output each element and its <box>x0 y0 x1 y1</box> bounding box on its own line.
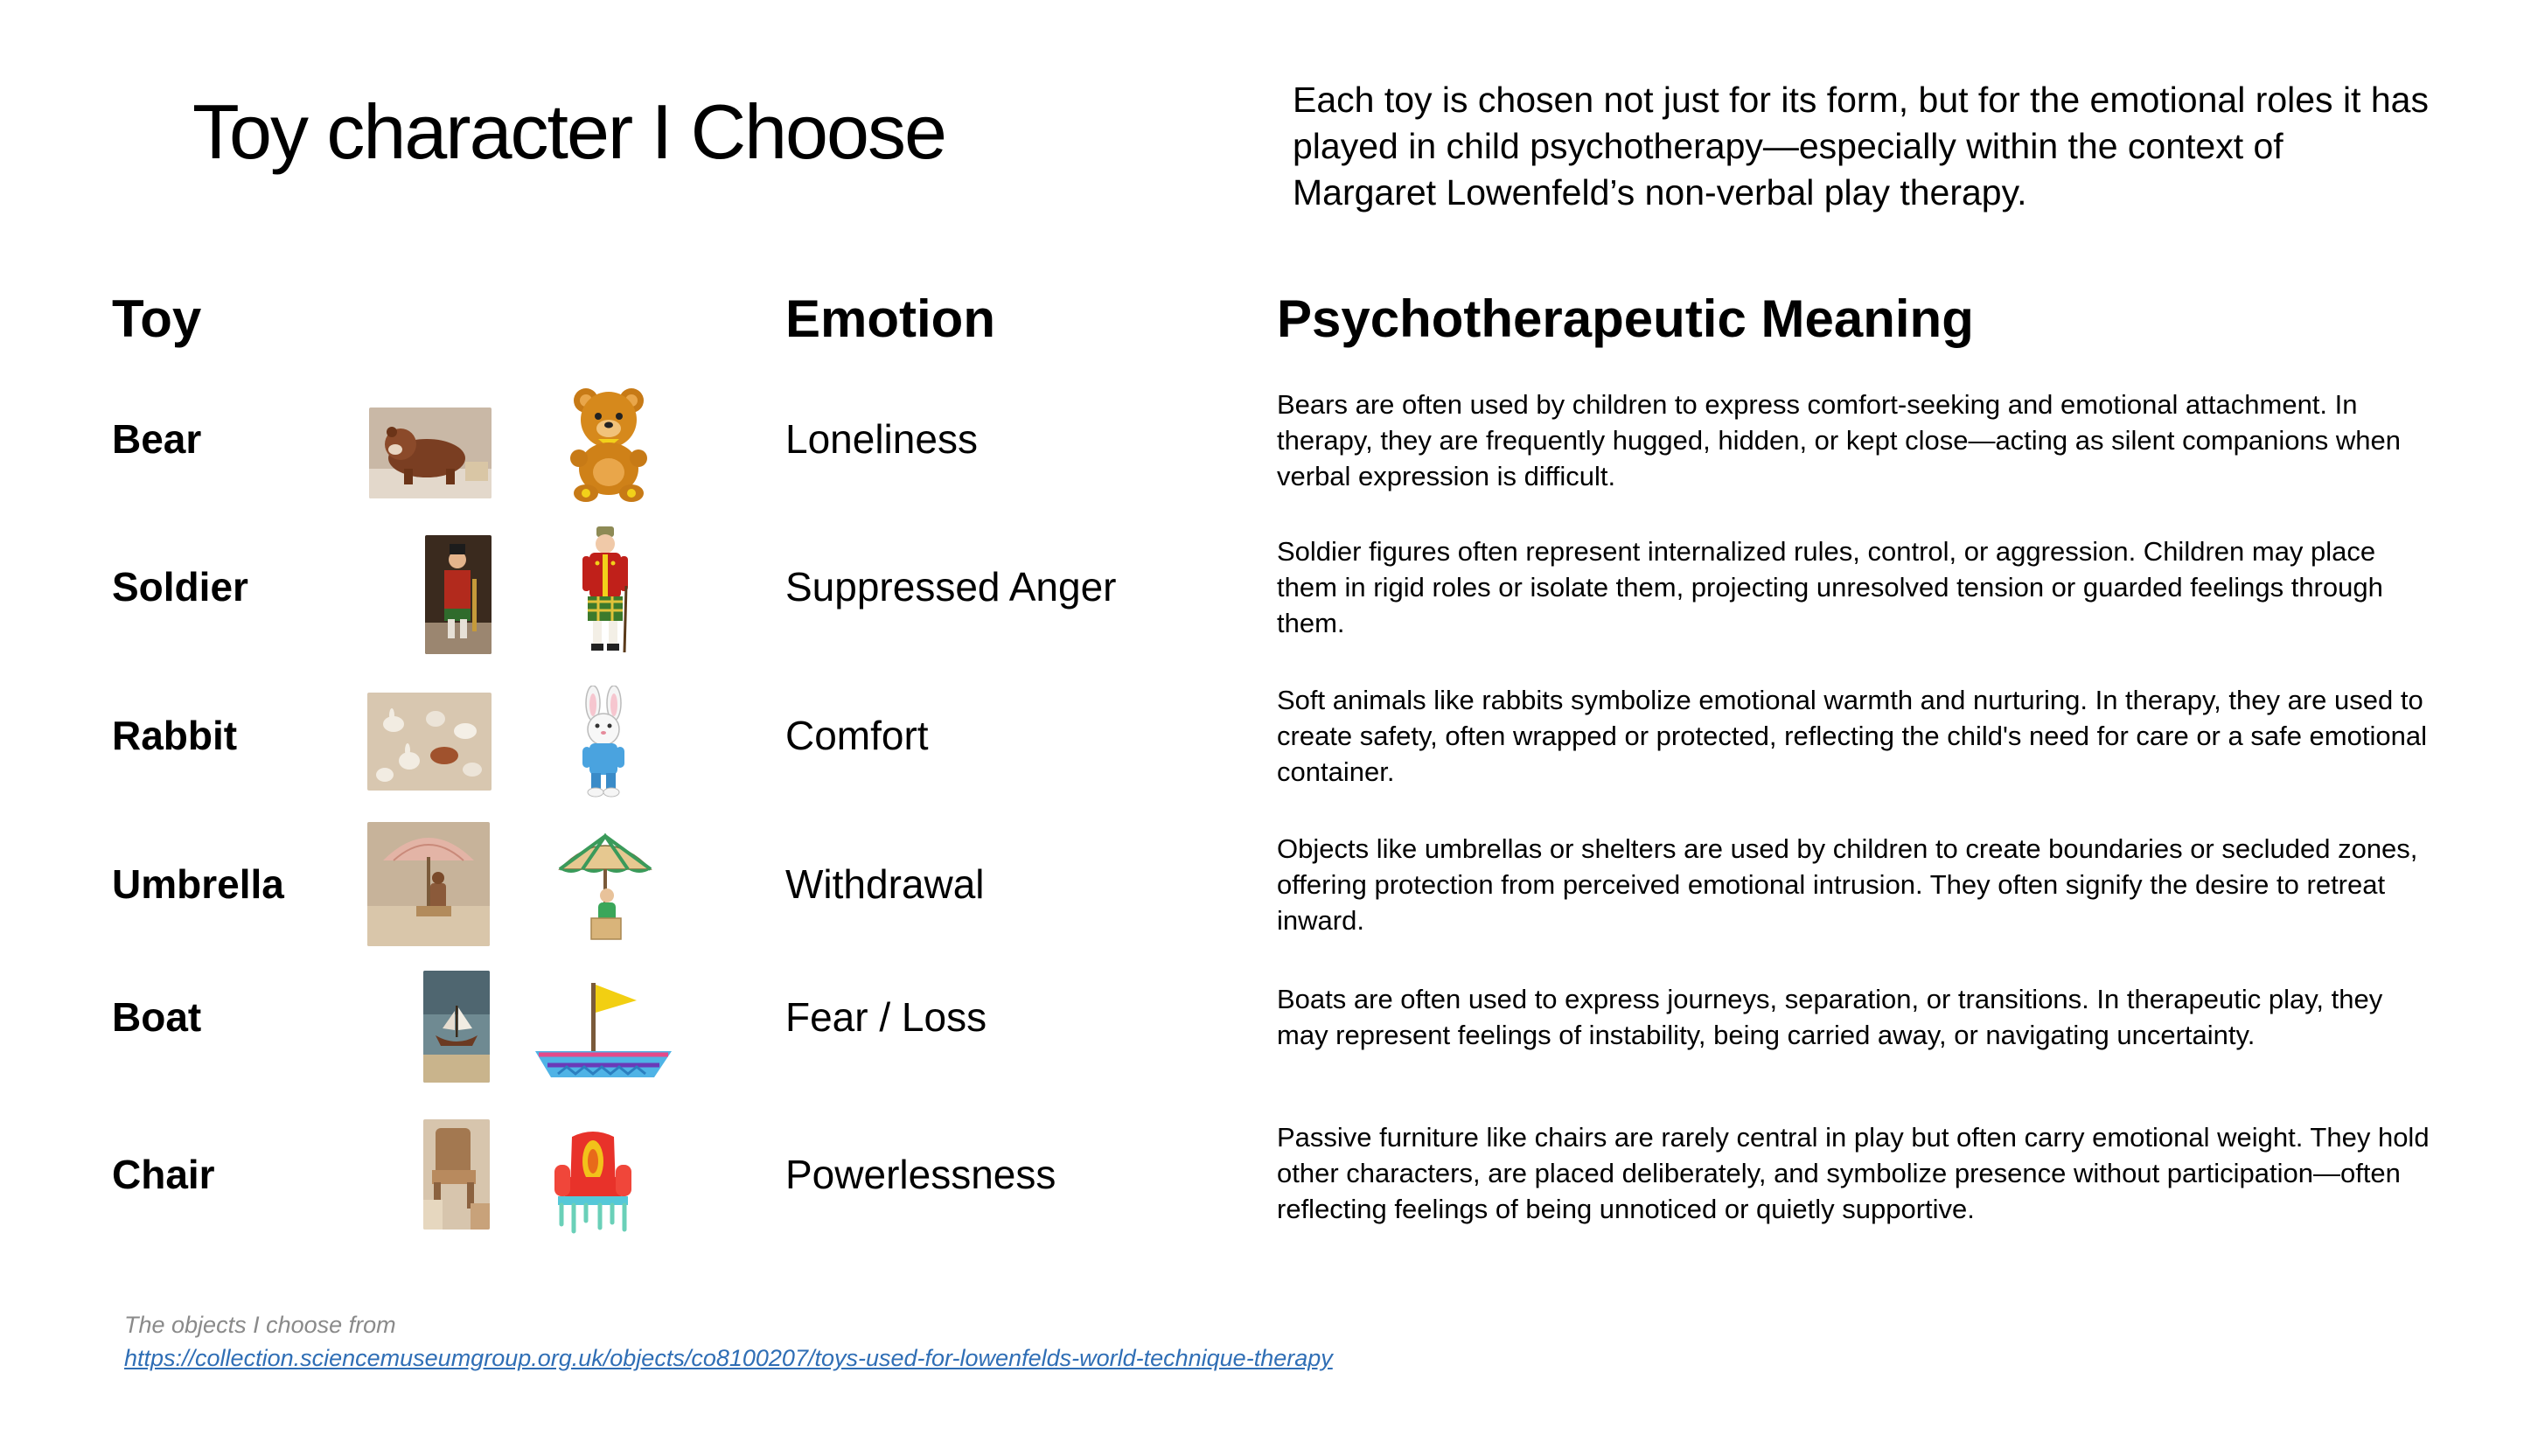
page-title: Toy character I Choose <box>192 88 945 175</box>
sailboat-icon <box>532 979 675 1088</box>
chair-photo <box>423 1119 490 1230</box>
footer <box>124 1308 1333 1375</box>
toy-name-rabbit: Rabbit <box>112 713 238 758</box>
umbrella-photo <box>367 822 490 946</box>
meaning-boat: Boats are often used to express journeys, separation, or transitions. In therapeutic play, they may represent feelings of instability, being carried away, or navigating uncertainty. <box>1277 984 2383 1050</box>
armchair-icon <box>549 1130 637 1242</box>
emotion-soldier: Suppressed Anger <box>785 564 1117 610</box>
toy-name-soldier: Soldier <box>112 564 248 610</box>
toy-name-chair: Chair <box>112 1152 215 1197</box>
emotion-boat: Fear / Loss <box>785 994 987 1040</box>
meaning-umbrella: Objects like umbrellas or shelters are used by children to create boundaries or secluded zones, offering protection from perceived emotional intrusion. They often signify the desire to retreat inward. <box>1277 833 2418 936</box>
soldier-icon <box>574 525 637 656</box>
boat-photo <box>423 971 490 1083</box>
emotion-bear: Loneliness <box>785 416 978 462</box>
emotion-umbrella: Withdrawal <box>785 861 985 907</box>
bear-photo <box>369 408 492 498</box>
header-toy: Toy <box>112 289 202 348</box>
header-emotion: Emotion <box>785 289 995 348</box>
meaning-chair: Passive furniture like chairs are rarely central in play but often carry emotional weight. They hold other characters, are placed deliberately, and symbolize presence without participation—often reflecting feelings of being unnoticed or quietly supportive. <box>1277 1122 2430 1224</box>
meaning-rabbit: Soft animals like rabbits symbolize emotional warmth and nurturing. In therapy, they are used to create safety, often wrapped or protected, reflecting the child's need for care or a safe emotional container. <box>1277 685 2427 787</box>
emotion-chair: Powerlessness <box>785 1152 1056 1197</box>
toy-name-umbrella: Umbrella <box>112 861 284 907</box>
rabbit-photo <box>367 693 492 791</box>
umbrella-icon <box>556 831 654 944</box>
rabbit-icon <box>574 686 633 798</box>
toy-name-boat: Boat <box>112 994 202 1040</box>
source-link[interactable]: https://collection.sciencemuseumgroup.org.uk/objects/co8100207/toys-used-for-lowenfelds-world-technique-therapy <box>124 1345 1333 1371</box>
meaning-soldier: Soldier figures often represent internalized rules, control, or aggression. Children may place them in rigid roles or isolate them, projecting unresolved tension or guarded feelings through them. <box>1277 536 2383 638</box>
intro-text: Each toy is chosen not just for its form, but for the emotional roles it has played in child psychotherapy—especially within the context of Margaret Lowenfeld’s non-verbal play therapy. <box>1293 80 2429 212</box>
soldier-photo <box>425 535 492 654</box>
header-meaning: Psychotherapeutic Meaning <box>1277 289 1974 348</box>
toy-name-bear: Bear <box>112 416 202 462</box>
teddy-bear-icon <box>560 383 658 504</box>
source-note: The objects I choose from <box>124 1312 396 1338</box>
emotion-rabbit: Comfort <box>785 713 929 758</box>
meaning-bear: Bears are often used by children to express comfort-seeking and emotional attachment. In therapy, they are frequently hugged, hidden, or kept close—acting as silent companions when verbal expression is difficult. <box>1277 389 2401 491</box>
